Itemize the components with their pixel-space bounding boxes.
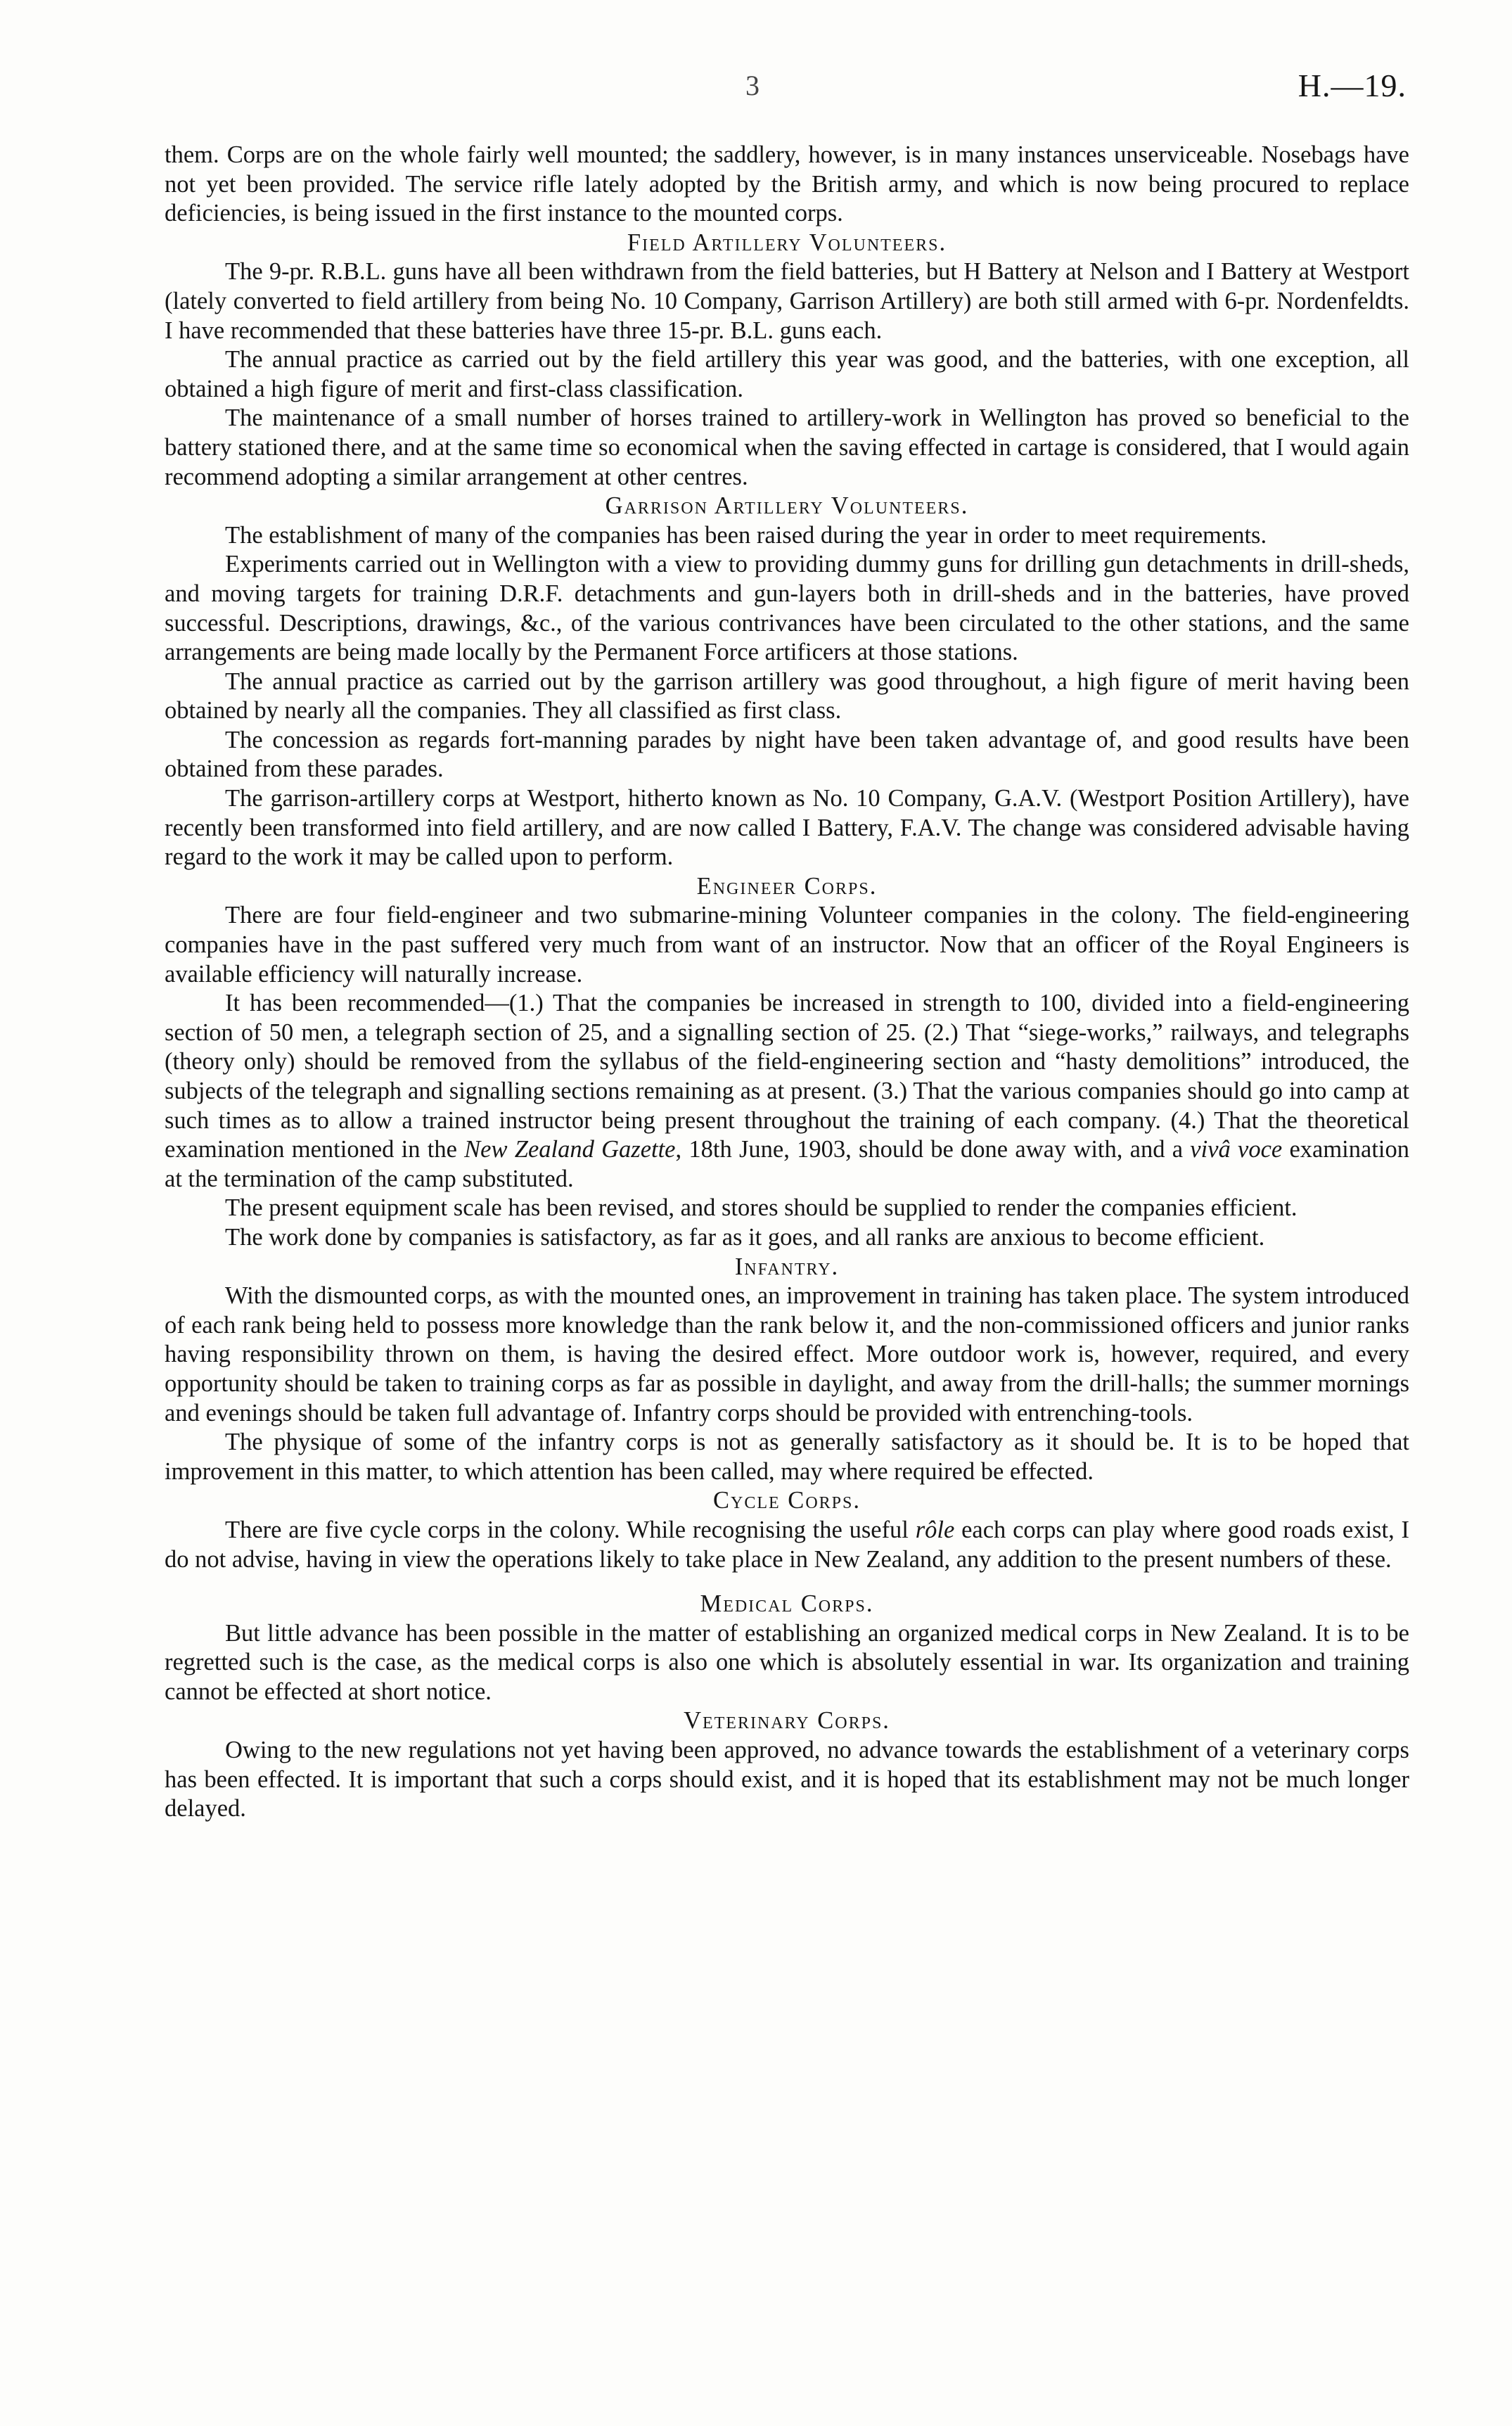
role-term: rôle xyxy=(915,1516,955,1543)
gazette-title: New Zealand Gazette xyxy=(464,1136,676,1163)
section-medical-corps xyxy=(165,1590,1409,1706)
heading-medical-corps: Medical Corps. xyxy=(700,1590,874,1618)
paragraph: The work done by companies is satisfactory, as far as it goes, and all ranks are anxious to become efficient. xyxy=(225,1223,1265,1251)
heading-cycle-corps: Cycle Corps. xyxy=(713,1487,861,1514)
paragraph-intro: them. Corps are on the whole fairly well mounted; the saddlery, however, is in many instances unserviceable. Nosebags have not yet been provided. The service rifle lately adopted by the British army, and which is now being procured to replace deficiencies, is being issued in the first instance to the mounted corps. xyxy=(165,141,1409,227)
paragraph: The annual practice as carried out by the garrison artillery was good throughout, a high figure of merit having been obtained by nearly all the companies. They all classified as first class. xyxy=(165,668,1409,724)
paragraph: The physique of some of the infantry corps is not as generally satisfactory as it should be. It is to be hoped that improvement in this matter, to which attention has been called, may where required be effected. xyxy=(165,1429,1409,1485)
paragraph-recommendations xyxy=(165,989,1409,1194)
paragraph: The garrison-artillery corps at Westport, hitherto known as No. 10 Company, G.A.V. (Westport Position Artillery), have recently been transformed into field artillery, and are now called I Battery, F.A.V. The change was considered advisable having regard to the work it may be called upon to perform. xyxy=(165,785,1409,871)
text-run: , 18th June, 1903, should be done away with, and a xyxy=(675,1136,1191,1163)
paragraph: The 9-pr. R.B.L. guns have all been withdrawn from the field batteries, but H Battery at Nelson and I Battery at Westport (lately converted to field artillery from being No. 10 Company, Garrison Artillery) are both still armed with 6-pr. Nordenfeldts. I have recommended that these batteries have three 15-pr. B.L. guns each. xyxy=(165,258,1409,344)
paragraph: The maintenance of a small number of horses trained to artillery-work in Wellington has proved so beneficial to the battery stationed there, and at the same time so economical when the saving effected in cartage is considered, that I would again recommend adopting a similar arrangement at other centres. xyxy=(165,404,1409,490)
heading-garrison-artillery: Garrison Artillery Volunteers. xyxy=(605,492,969,520)
paragraph: The present equipment scale has been revised, and stores should be supplied to render the companies efficient. xyxy=(225,1194,1298,1222)
paragraph: With the dismounted corps, as with the mounted ones, an improvement in training has taken place. The system introduced of each rank being held to possess more knowledge than the rank below it, and the non-commissioned officers and junior ranks having responsibility thrown on them, is having the desired effect. More outdoor work is, however, required, and every opportunity should be taken to training corps as far as possible in daylight, and away from the drill-halls; the summer mornings and evenings should be taken full advantage of. Infantry corps should be provided with entrenching-tools. xyxy=(165,1282,1409,1426)
viva-voce-term: vivâ voce xyxy=(1190,1136,1283,1163)
heading-infantry: Infantry. xyxy=(734,1253,840,1280)
text-run: examination at the termination of the camp substituted. xyxy=(165,1136,1409,1192)
text-run: each corps can play where good roads exist, I do not advise, having in view the operations likely to take place in New Zealand, any addition to the present numbers of these. xyxy=(165,1516,1409,1573)
page-number: 3 xyxy=(745,70,760,101)
text-run: It has been recommended—(1.) That the companies be increased in strength to 100, divided into a field-engineering section of 50 men, a telegraph section of 25, and a signalling section of 25. (2.) That “siege-works,” railways, and telegraphs (theory only) should be removed from the syllabus of the field-engineering section and “hasty demolitions” introduced, the subjects of the telegraph and signalling sections remaining as at present. (3.) That the various companies should go into camp at such times as to allow a trained instructor being present throughout the training of each company. (4.) That the theoretical examination mentioned in the xyxy=(165,990,1409,1163)
section-garrison-artillery xyxy=(165,492,1409,872)
section-engineer-corps xyxy=(165,872,1409,1253)
page-header xyxy=(0,65,1512,107)
paragraph: The concession as regards fort-manning parades by night have been taken advantage of, and good results have been obtained from these parades. xyxy=(165,726,1409,783)
section-field-artillery xyxy=(165,229,1409,492)
paragraph xyxy=(165,1516,1409,1574)
paragraph: Owing to the new regulations not yet having been approved, no advance towards the establishment of a veterinary corps has been effected. It is important that such a corps should exist, and it is hoped that its establishment may not be much longer delayed. xyxy=(165,1737,1409,1822)
document-reference: H.—19. xyxy=(1298,68,1407,103)
section-cycle-corps xyxy=(165,1486,1409,1574)
heading-field-artillery: Field Artillery Volunteers. xyxy=(627,229,947,256)
paragraph: There are four field-engineer and two submarine-mining Volunteer companies in the colony. The field-engineering companies have in the past suffered very much from want of an instructor. Now that an officer of the Royal Engineers is available efficiency will naturally increase. xyxy=(165,902,1409,988)
paragraph: The establishment of many of the companies has been raised during the year in order to meet requirements. xyxy=(225,521,1267,549)
paragraph: But little advance has been possible in the matter of establishing an organized medical corps in New Zealand. It is to be regretted such is the case, as the medical corps is also one which is absolutely essential in war. Its organization and training cannot be effected at short notice. xyxy=(165,1619,1409,1705)
text-run: There are five cycle corps in the colony. While recognising the useful xyxy=(225,1516,916,1543)
section-veterinary-corps xyxy=(165,1706,1409,1823)
paragraph: The annual practice as carried out by the field artillery this year was good, and the batteries, with one exception, all obtained a high figure of merit and first-class classification. xyxy=(165,346,1409,402)
report-body xyxy=(165,141,1409,1824)
section-infantry xyxy=(165,1253,1409,1487)
heading-engineer-corps: Engineer Corps. xyxy=(696,872,878,900)
paragraph: Experiments carried out in Wellington with a view to providing dummy guns for drilling gun detachments in drill-sheds, and moving targets for training D.R.F. detachments and gun-layers both in drill-sheds and in the batteries, have proved successful. Descriptions, drawings, &c., of the various contrivances have been circulated to the other stations, and the same arrangements are being made locally by the Permanent Force artificers at those stations. xyxy=(165,551,1409,666)
heading-veterinary-corps: Veterinary Corps. xyxy=(684,1707,890,1735)
